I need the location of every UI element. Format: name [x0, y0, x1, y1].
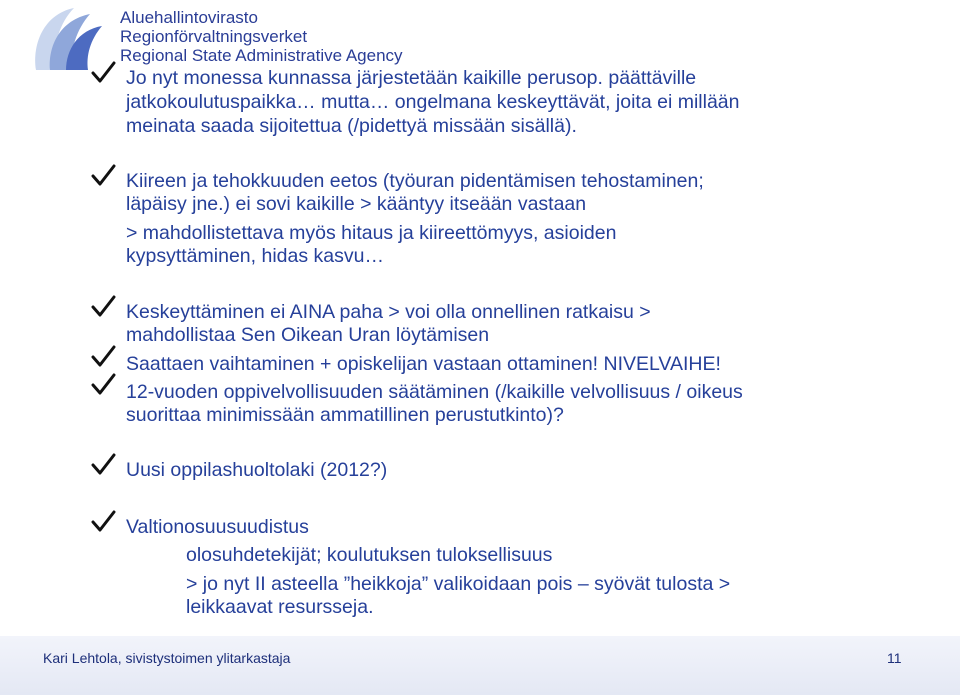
- bullet-2-line-1: Kiireen ja tehokkuuden eetos (työuran pidentämisen tehostaminen;: [126, 170, 704, 192]
- agency-name: [120, 8, 403, 65]
- bullet-2-line-3: > mahdollistettava myös hitaus ja kiireettömyys, asioiden: [126, 222, 617, 244]
- bullet-5-line-1: 12-vuoden oppivelvollisuuden säätäminen (/kaikille velvollisuus / oikeus: [126, 381, 743, 403]
- bullet-7-sub-3: leikkaavat resursseja.: [186, 596, 374, 618]
- bullet-1-line-1: Jo nyt monessa kunnassa järjestetään kaikille perusop. päättäville: [126, 67, 697, 89]
- checkmark-icon: [90, 344, 116, 370]
- footer-author: Kari Lehtola, sivistystoimen ylitarkastaja: [43, 650, 291, 666]
- checkmark-icon: [90, 60, 116, 86]
- bullet-2-line-4: kypsyttäminen, hidas kasvu…: [126, 245, 384, 267]
- bullet-3-line-2: mahdollistaa Sen Oikean Uran löytämisen: [126, 324, 490, 346]
- bullet-6-line-1: Uusi oppilashuoltolaki (2012?): [126, 459, 388, 481]
- checkmark-icon: [90, 294, 116, 320]
- bullet-3-line-1: Keskeyttäminen ei AINA paha > voi olla onnellinen ratkaisu >: [126, 301, 651, 323]
- bullet-5-line-2: suorittaa minimissään ammatillinen perustutkinto)?: [126, 404, 564, 426]
- checkmark-icon: [90, 372, 116, 398]
- bullet-7-sub-2: > jo nyt II asteella ”heikkoja” valikoidaan pois – syövät tulosta >: [186, 573, 731, 595]
- bullet-7-line-1: Valtionosuusuudistus: [126, 516, 309, 538]
- agency-name-sv: Regionförvaltningsverket: [120, 27, 308, 46]
- agency-name-en: Regional State Administrative Agency: [120, 46, 403, 65]
- checkmark-icon: [90, 452, 116, 478]
- agency-name-fi: Aluehallintovirasto: [120, 8, 258, 27]
- bullet-7-sub-1: olosuhdetekijät; koulutuksen tuloksellisuus: [186, 544, 553, 566]
- bullet-2-line-2: läpäisy jne.) ei sovi kaikille > kääntyy itseään vastaan: [126, 193, 587, 215]
- bullet-1-line-3: meinata saada sijoitettua (/pidettyä missään sisällä).: [126, 115, 577, 137]
- checkmark-icon: [90, 509, 116, 535]
- bullet-1-line-2: jatkokoulutuspaikka… mutta… ongelmana keskeyttävät, joita ei millään: [126, 91, 740, 113]
- bullet-4-line-1: Saattaen vaihtaminen + opiskelijan vastaan ottaminen! NIVELVAIHE!: [126, 353, 721, 375]
- page-number: 11: [887, 650, 902, 666]
- checkmark-icon: [90, 163, 116, 189]
